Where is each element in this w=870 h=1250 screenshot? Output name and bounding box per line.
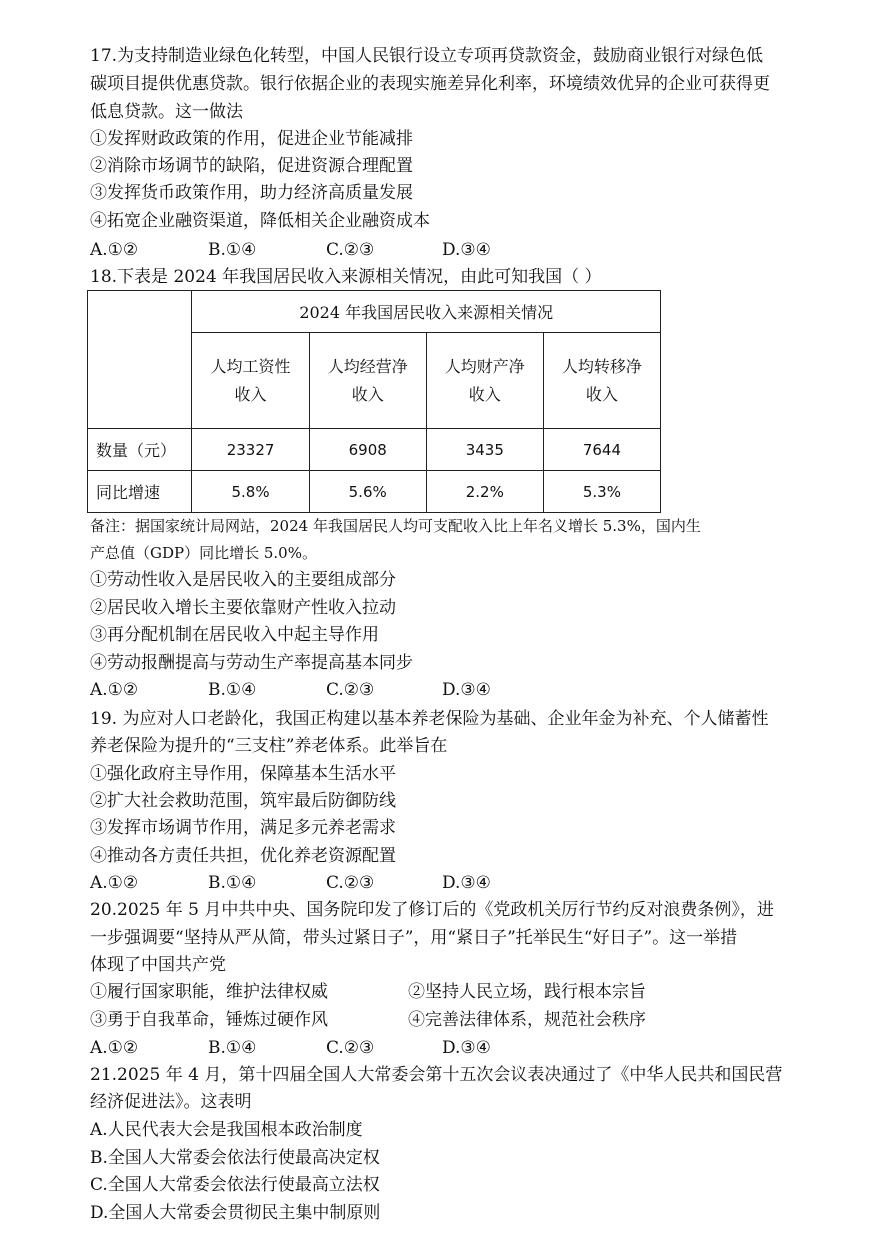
q20-item-1: ①履行国家职能，维护法律权威 bbox=[90, 982, 328, 1002]
q19-choice-a[interactable]: A.①② bbox=[90, 873, 139, 893]
q19-choices bbox=[90, 870, 491, 897]
q20-item-3: ③勇于自我革命，锤炼过硬作风 bbox=[90, 1010, 328, 1030]
row-label-growth: 同比增速 bbox=[88, 471, 192, 513]
q19-item-4: ④推动各方责任共担，优化养老资源配置 bbox=[90, 846, 396, 866]
income-table bbox=[87, 290, 661, 513]
table-corner-cell bbox=[88, 291, 192, 429]
q20-item-2: ②坚持人民立场，践行根本宗旨 bbox=[408, 982, 646, 1002]
q17-choice-c[interactable]: C.②③ bbox=[326, 240, 375, 260]
q20-choice-d[interactable]: D.③④ bbox=[442, 1038, 491, 1058]
table-cell: 7644 bbox=[543, 429, 660, 471]
q19-item-1: ①强化政府主导作用，保障基本生活水平 bbox=[90, 764, 396, 784]
q17-item-1: ①发挥财政政策的作用，促进企业节能减排 bbox=[90, 129, 413, 149]
q21-option-d[interactable]: D.全国人大常委会贯彻民主集中制原则 bbox=[90, 1203, 381, 1223]
q20-item-4: ④完善法律体系，规范社会秩序 bbox=[408, 1010, 646, 1030]
q20-stem-line-2: 一步强调要“坚持从严从简，带头过紧日子”，用“紧日子”托举民生“好日子”。这一举措 bbox=[90, 928, 738, 948]
q21-option-c[interactable]: C.全国人大常委会依法行使最高立法权 bbox=[90, 1175, 380, 1195]
q19-choice-b[interactable]: B.①④ bbox=[208, 873, 257, 893]
q20-stem-line-3: 体现了中国共产党 bbox=[90, 955, 226, 975]
table-cell: 23327 bbox=[192, 429, 309, 471]
table-title: 2024 年我国居民收入来源相关情况 bbox=[192, 291, 661, 333]
q17-stem-line-3: 低息贷款。这一做法 bbox=[90, 102, 243, 122]
q20-stem-line-1: 20.2025 年 5 月中共中央、国务院印发了修订后的《党政机关厉行节约反对浪费条例》，进 bbox=[90, 900, 774, 920]
q19-choice-d[interactable]: D.③④ bbox=[442, 873, 491, 893]
q18-stem: 18.下表是 2024 年我国居民收入来源相关情况，由此可知我国（ ） bbox=[90, 267, 602, 287]
q17-item-4: ④拓宽企业融资渠道，降低相关企业融资成本 bbox=[90, 211, 430, 231]
q18-item-4: ④劳动报酬提高与劳动生产率提高基本同步 bbox=[90, 653, 413, 673]
table-row bbox=[88, 471, 661, 513]
table-cell: 3435 bbox=[426, 429, 543, 471]
q17-choices bbox=[90, 237, 491, 264]
q19-stem-line-2: 养老保险为提升的“三支柱”养老体系。此举旨在 bbox=[90, 736, 448, 756]
q18-item-1: ①劳动性收入是居民收入的主要组成部分 bbox=[90, 570, 396, 590]
q21-stem-line-2: 经济促进法》。这表明 bbox=[90, 1092, 252, 1112]
q19-item-2: ②扩大社会救助范围，筑牢最后防御防线 bbox=[90, 791, 396, 811]
q19-item-3: ③发挥市场调节作用，满足多元养老需求 bbox=[90, 818, 396, 838]
q18-choice-b[interactable]: B.①④ bbox=[208, 680, 257, 700]
q17-item-3: ③发挥货币政策作用，助力经济高质量发展 bbox=[90, 183, 413, 203]
q17-item-2: ②消除市场调节的缺陷，促进资源合理配置 bbox=[90, 156, 413, 176]
table-header-wage: 人均工资性 收入 bbox=[192, 333, 309, 429]
q21-option-a[interactable]: A.人民代表大会是我国根本政治制度 bbox=[90, 1120, 363, 1140]
q18-note-line-1: 备注：据国家统计局网站，2024 年我国居民人均可支配收入比上年名义增长 5.3%，国内生 bbox=[90, 517, 701, 535]
table-cell: 5.6% bbox=[309, 471, 426, 513]
table-header-transfer: 人均转移净 收入 bbox=[543, 333, 660, 429]
row-label-amount: 数量（元） bbox=[88, 429, 192, 471]
table-cell: 2.2% bbox=[426, 471, 543, 513]
q19-stem-line-1: 19. 为应对人口老龄化，我国正构建以基本养老保险为基础、企业年金为补充、个人储蓄性 bbox=[90, 709, 769, 729]
table-header-property: 人均财产净 收入 bbox=[426, 333, 543, 429]
table-cell: 5.3% bbox=[543, 471, 660, 513]
q17-choice-d[interactable]: D.③④ bbox=[442, 240, 491, 260]
q17-choice-b[interactable]: B.①④ bbox=[208, 240, 257, 260]
table-header-business: 人均经营净 收入 bbox=[309, 333, 426, 429]
q20-items-row-1 bbox=[90, 979, 646, 1006]
q20-choices bbox=[90, 1035, 491, 1062]
q21-option-b[interactable]: B.全国人大常委会依法行使最高决定权 bbox=[90, 1148, 380, 1168]
table-cell: 5.8% bbox=[192, 471, 309, 513]
table-row bbox=[88, 429, 661, 471]
table-cell: 6908 bbox=[309, 429, 426, 471]
q17-stem-line-2: 碳项目提供优惠贷款。银行依据企业的表现实施差异化利率，环境绩效优异的企业可获得更 bbox=[90, 74, 770, 94]
q20-choice-c[interactable]: C.②③ bbox=[326, 1038, 375, 1058]
q18-choices bbox=[90, 677, 491, 704]
q18-choice-d[interactable]: D.③④ bbox=[442, 680, 491, 700]
q18-choice-a[interactable]: A.①② bbox=[90, 680, 139, 700]
q18-choice-c[interactable]: C.②③ bbox=[326, 680, 375, 700]
q20-items-row-2 bbox=[90, 1007, 646, 1034]
q19-choice-c[interactable]: C.②③ bbox=[326, 873, 375, 893]
q17-stem-line-1: 17.为支持制造业绿色化转型，中国人民银行设立专项再贷款资金，鼓励商业银行对绿色低 bbox=[90, 46, 764, 66]
q20-choice-a[interactable]: A.①② bbox=[90, 1038, 139, 1058]
q18-note-line-2: 产总值（GDP）同比增长 5.0%。 bbox=[90, 544, 317, 562]
q21-stem-line-1: 21.2025 年 4 月，第十四届全国人大常委会第十五次会议表决通过了《中华人民共和国民营 bbox=[90, 1065, 783, 1085]
q18-item-3: ③再分配机制在居民收入中起主导作用 bbox=[90, 625, 379, 645]
q20-choice-b[interactable]: B.①④ bbox=[208, 1038, 257, 1058]
q17-choice-a[interactable]: A.①② bbox=[90, 240, 139, 260]
q18-item-2: ②居民收入增长主要依靠财产性收入拉动 bbox=[90, 598, 396, 618]
